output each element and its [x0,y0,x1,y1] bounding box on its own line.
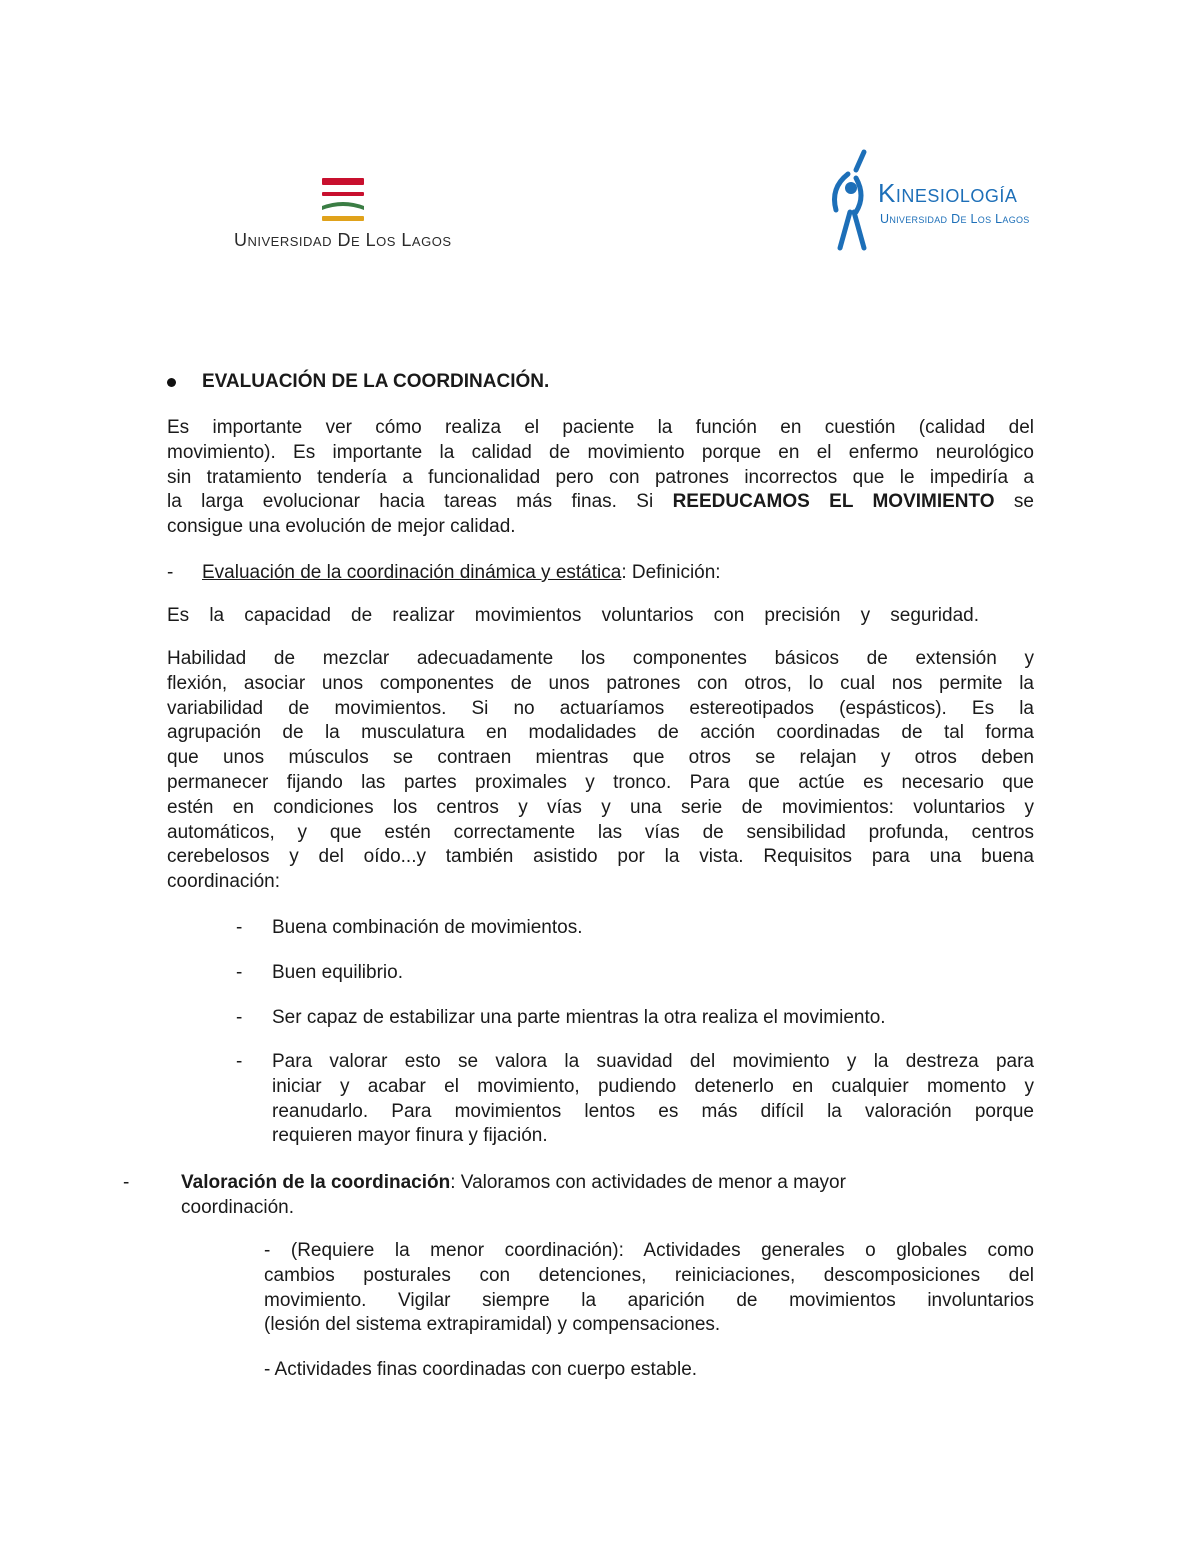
list-item: Ser capaz de estabilizar una parte mientras la otra realiza el movimiento. [272,1007,886,1028]
bullet-icon [167,378,176,387]
habilidad-line: agrupación de la musculatura en modalidades de acción coordinadas de tal forma [167,722,1034,744]
list-item: Buen equilibrio. [272,962,403,983]
kinesiologia-logo [826,148,1036,252]
habilidad-line: automáticos, y que estén correctamente las vías de sensibilidad profunda, centros [167,821,1034,843]
dash-marker: - [236,917,243,938]
list-item: Buena combinación de movimientos. [272,917,583,938]
kine-logo-subtitle: Universidad De Los Lagos [880,212,1030,226]
udl-stripes-icon [322,176,364,224]
list-item: Para valorar esto se valora la suavidad del movimiento y la destreza para iniciar y acabar el movimiento, pudiendo detenerlo en cualquier momento y reanudarlo. Para movimientos lentos es más difícil la valoración porque requieren mayor finura y fijación. [272,1051,1034,1147]
udl-logo-text: Universidad De Los Lagos [234,230,452,250]
habilidad-line: coordinación: [167,871,281,893]
intro-line: sin tratamiento tendería a funcionalidad pero con patrones incorrectos que le impediría a [167,466,1034,488]
definition-label: Evaluación de la coordinación dinámica y estática [202,562,622,583]
intro-line: movimiento). Es importante la calidad de movimiento porque en el enfermo neurológico [167,441,1034,463]
kine-logo-title: Kinesiología [878,178,1018,208]
valoracion-heading: Valoración de la coordinación: Valoramos con actividades de menor a mayor [181,1172,846,1193]
habilidad-line: Habilidad de mezclar adecuadamente los componentes básicos de extensión y [167,648,1034,669]
dash-marker: - [236,962,243,983]
intro-line: consigue una evolución de mejor calidad. [167,516,516,538]
dash-marker: - [123,1172,130,1193]
valoracion-line: coordinación. [181,1197,295,1218]
intro-line: Es importante ver cómo realiza el paciente la función en cuestión (calidad del [167,417,1034,438]
dash-marker: - [236,1007,243,1028]
actividades-globales: - (Requiere la menor coordinación): Actividades generales o globales como cambios posturales con detenciones, reiniciaciones, descomposiciones del movimiento. Vigilar siempre la aparición de movimientos involuntarios (lesión del sistema extrapiramidal) y compensaciones. [264,1240,1034,1336]
habilidad-line: estén en condiciones los centros y vías y una serie de movimientos: voluntarios y [167,796,1034,818]
dash-marker: - [236,1051,243,1072]
valoracion-label: Valoración de la coordinación [181,1172,451,1193]
habilidad-line: que unos músculos se contraen mientras que otros se relajan y otros deben [167,747,1034,769]
habilidad-paragraph [167,647,1034,895]
section-title: EVALUACIÓN DE LA COORDINACIÓN. [202,371,550,392]
habilidad-line: flexión, asociar unos componentes de unos patrones con otros, lo cual nos permite la [167,672,1034,694]
intro-line: la larga evolucionar hacia tareas más finas. Si REEDUCAMOS EL MOVIMIENTO se [167,491,1034,513]
habilidad-line: permanecer fijando las partes proximales y tronco. Para que actúe es necesario que [167,771,1034,793]
emphasis-reeducamos: REEDUCAMOS EL MOVIMIENTO [672,491,995,513]
dash-marker: - [167,562,174,583]
definition-text: Es la capacidad de realizar movimientos voluntarios con precisión y seguridad. [167,605,979,626]
definition-heading: Evaluación de la coordinación dinámica y estática: Definición: [202,562,721,583]
udl-logo [226,172,456,256]
kine-figure-icon [826,148,878,252]
intro-paragraph [167,416,1034,540]
actividades-finas: - Actividades finas coordinadas con cuerpo estable. [264,1359,698,1380]
habilidad-line: variabilidad de movimientos. Si no actuaríamos estereotipados (espásticos). Es la [167,697,1034,719]
habilidad-line: cerebelosos y del oído...y también asistido por la vista. Requisitos para una buena [167,846,1034,868]
